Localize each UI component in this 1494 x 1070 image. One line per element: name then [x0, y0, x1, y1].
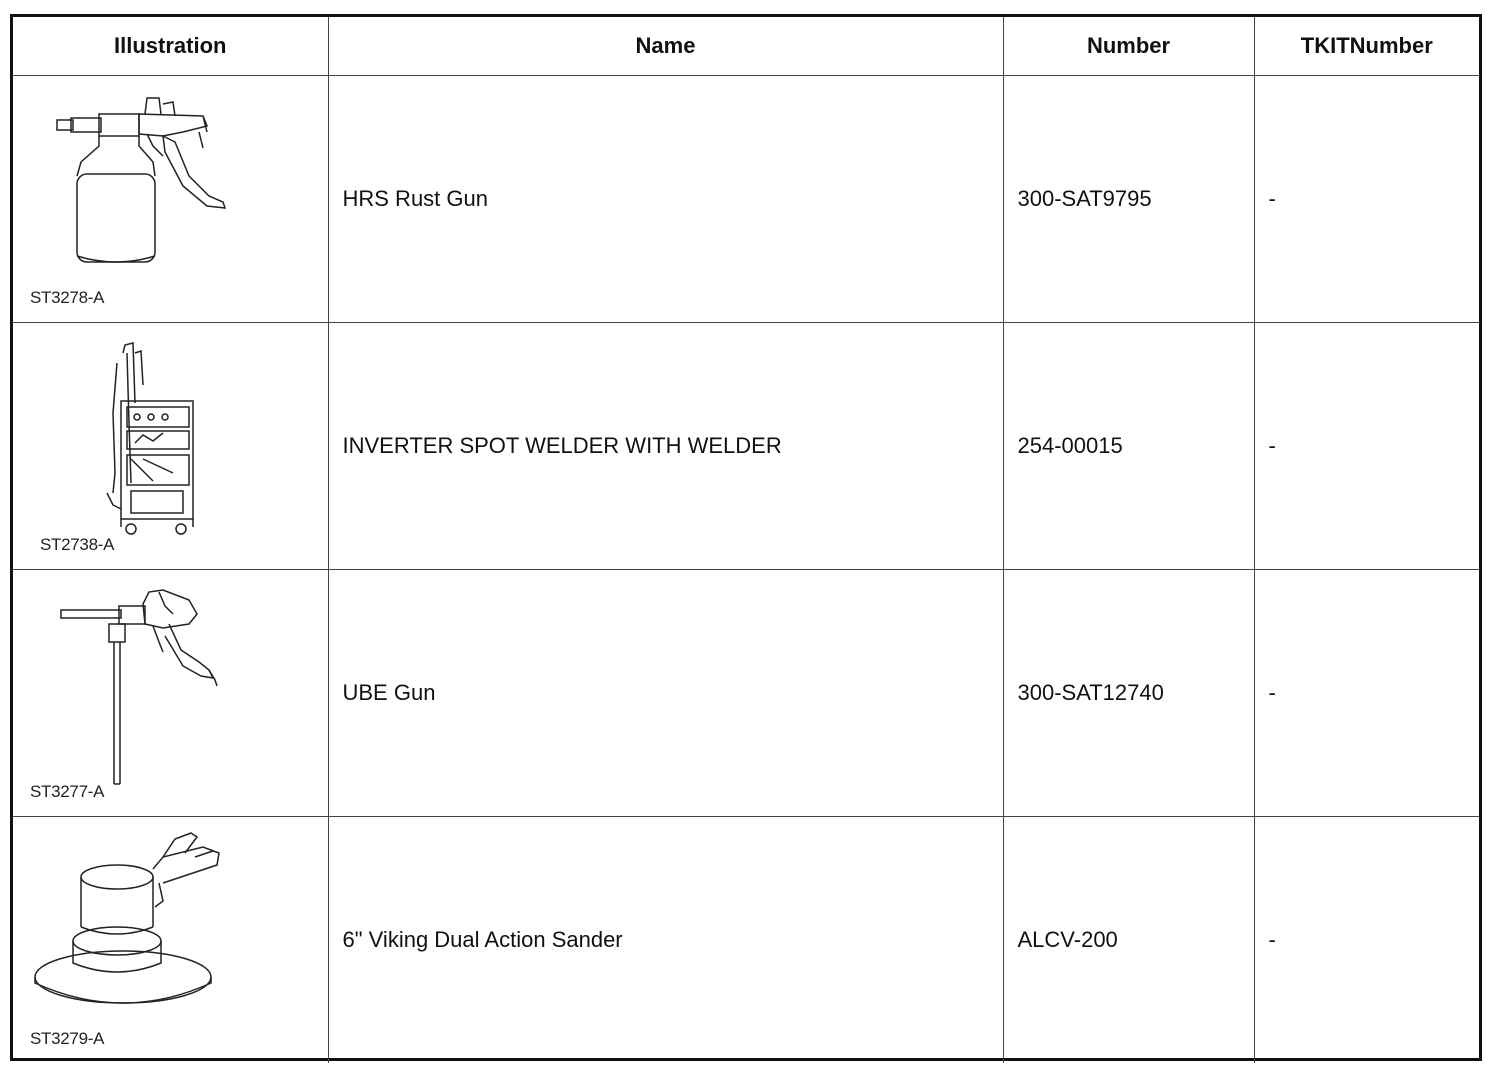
- illustration-code: ST3278-A: [30, 288, 105, 307]
- number-cell: 300-SAT12740: [1003, 570, 1254, 817]
- illustration-code: ST3279-A: [30, 1029, 105, 1048]
- header-illustration: Illustration: [13, 17, 328, 76]
- tools-table: [13, 17, 1479, 1063]
- tkit-number-cell: -: [1254, 323, 1479, 570]
- illustration-cell: [13, 76, 328, 323]
- illustration-cell: [13, 570, 328, 817]
- spot-welder-cart-icon: [13, 323, 328, 569]
- number-cell: 254-00015: [1003, 323, 1254, 570]
- illustration-cell: [13, 817, 328, 1064]
- number-cell: ALCV-200: [1003, 817, 1254, 1064]
- table-row: [13, 76, 1479, 323]
- header-row: [13, 17, 1479, 76]
- header-number: Number: [1003, 17, 1254, 76]
- header-tkit-number: TKITNumber: [1254, 17, 1479, 76]
- header-name: Name: [328, 17, 1003, 76]
- table-row: [13, 817, 1479, 1064]
- name-cell: HRS Rust Gun: [328, 76, 1003, 323]
- table-row: [13, 570, 1479, 817]
- tkit-number-cell: -: [1254, 817, 1479, 1064]
- table-row: [13, 323, 1479, 570]
- dual-action-sander-icon: [13, 817, 328, 1063]
- name-cell: 6" Viking Dual Action Sander: [328, 817, 1003, 1064]
- spray-gun-with-canister-icon: [13, 76, 328, 322]
- tkit-number-cell: -: [1254, 76, 1479, 323]
- tools-table-container: [10, 14, 1482, 1061]
- undercoating-gun-icon: [13, 570, 328, 816]
- illustration-cell: [13, 323, 328, 570]
- illustration-code: ST2738-A: [40, 535, 115, 554]
- number-cell: 300-SAT9795: [1003, 76, 1254, 323]
- illustration-code: ST3277-A: [30, 782, 105, 801]
- tkit-number-cell: -: [1254, 570, 1479, 817]
- name-cell: UBE Gun: [328, 570, 1003, 817]
- name-cell: INVERTER SPOT WELDER WITH WELDER: [328, 323, 1003, 570]
